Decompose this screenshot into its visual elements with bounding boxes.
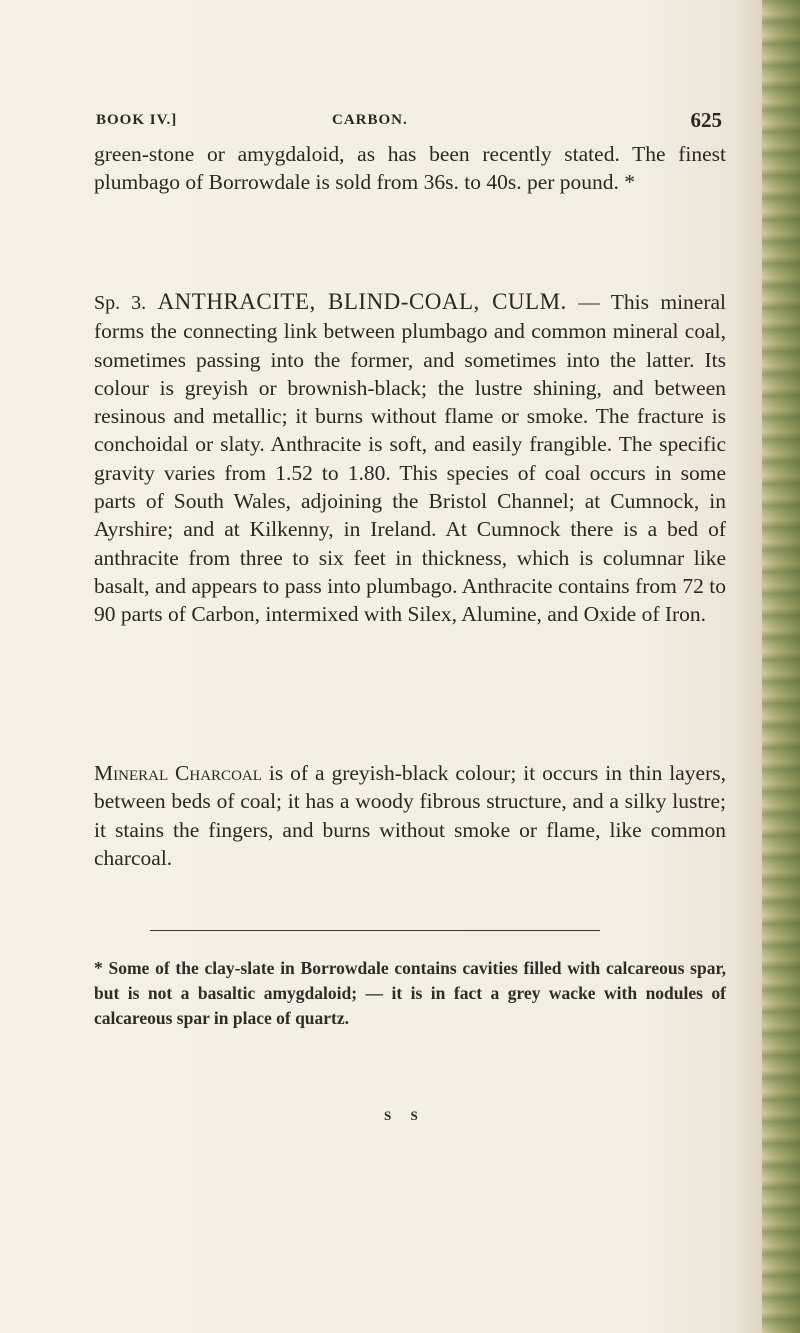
paragraph-plumbago xyxy=(94,140,726,197)
paragraph-anthracite xyxy=(94,288,726,629)
species-title: ANTHRACITE, BLIND-COAL, CULM. xyxy=(157,289,567,314)
species-description: — This mineral forms the connecting link between plumbago and common mineral coal, sometimes passing into the former, and sometimes into the latter. Its colour is greyish or brownish-black; the lustre shining, and between resinous and metallic; it burns without flame or smoke. The fracture is conchoidal or slaty. Anthracite is soft, and easily frangible. The specific gravity varies from 1.52 to 1.80. This species of coal occurs in some parts of South Wales, adjoining the Bristol Channel; at Cumnock, in Ayrshire; and at Kilkenny, in Ireland. At Cumnock there is a bed of anthracite from three to six feet in thickness, which is columnar like basalt, and appears to pass into plumbago. Anthracite contains from 72 to 90 parts of Carbon, intermixed with Silex, Alumine, and Oxide of Iron. xyxy=(94,290,727,627)
running-header xyxy=(96,108,722,136)
paragraph-text xyxy=(94,759,726,872)
page-edge-binding xyxy=(762,0,800,1333)
signature-mark: S S xyxy=(384,1108,426,1123)
paragraph-mineral-charcoal xyxy=(94,759,726,872)
page-number: 625 xyxy=(690,108,722,132)
species-label: Sp. 3. xyxy=(94,292,147,314)
footnote-divider xyxy=(150,930,600,931)
paragraph-text xyxy=(94,288,726,629)
term-heading: Mineral Charcoal xyxy=(94,761,262,785)
header-title: CARBON. xyxy=(332,112,408,128)
header-book: BOOK IV.] xyxy=(96,112,178,128)
term-description: is of a greyish-black colour; it occurs in thin layers, between beds of coal; it has a woody fibrous structure, and a silky lustre; it stains the fingers, and burns without smoke or flame, like common charcoal. xyxy=(94,761,726,870)
footnote: * Some of the clay-slate in Borrowdale contains cavities filled with calcareous spar, but is not a basaltic amygdaloid; — it is in fact a grey wacke with nodules of calcareous spar in place of quartz. xyxy=(94,958,726,1028)
paragraph-text: green-stone or amygdaloid, as has been recently stated. The finest plumbago of Borrowdale is sold from 36s. to 40s. per pound. * xyxy=(94,142,726,195)
